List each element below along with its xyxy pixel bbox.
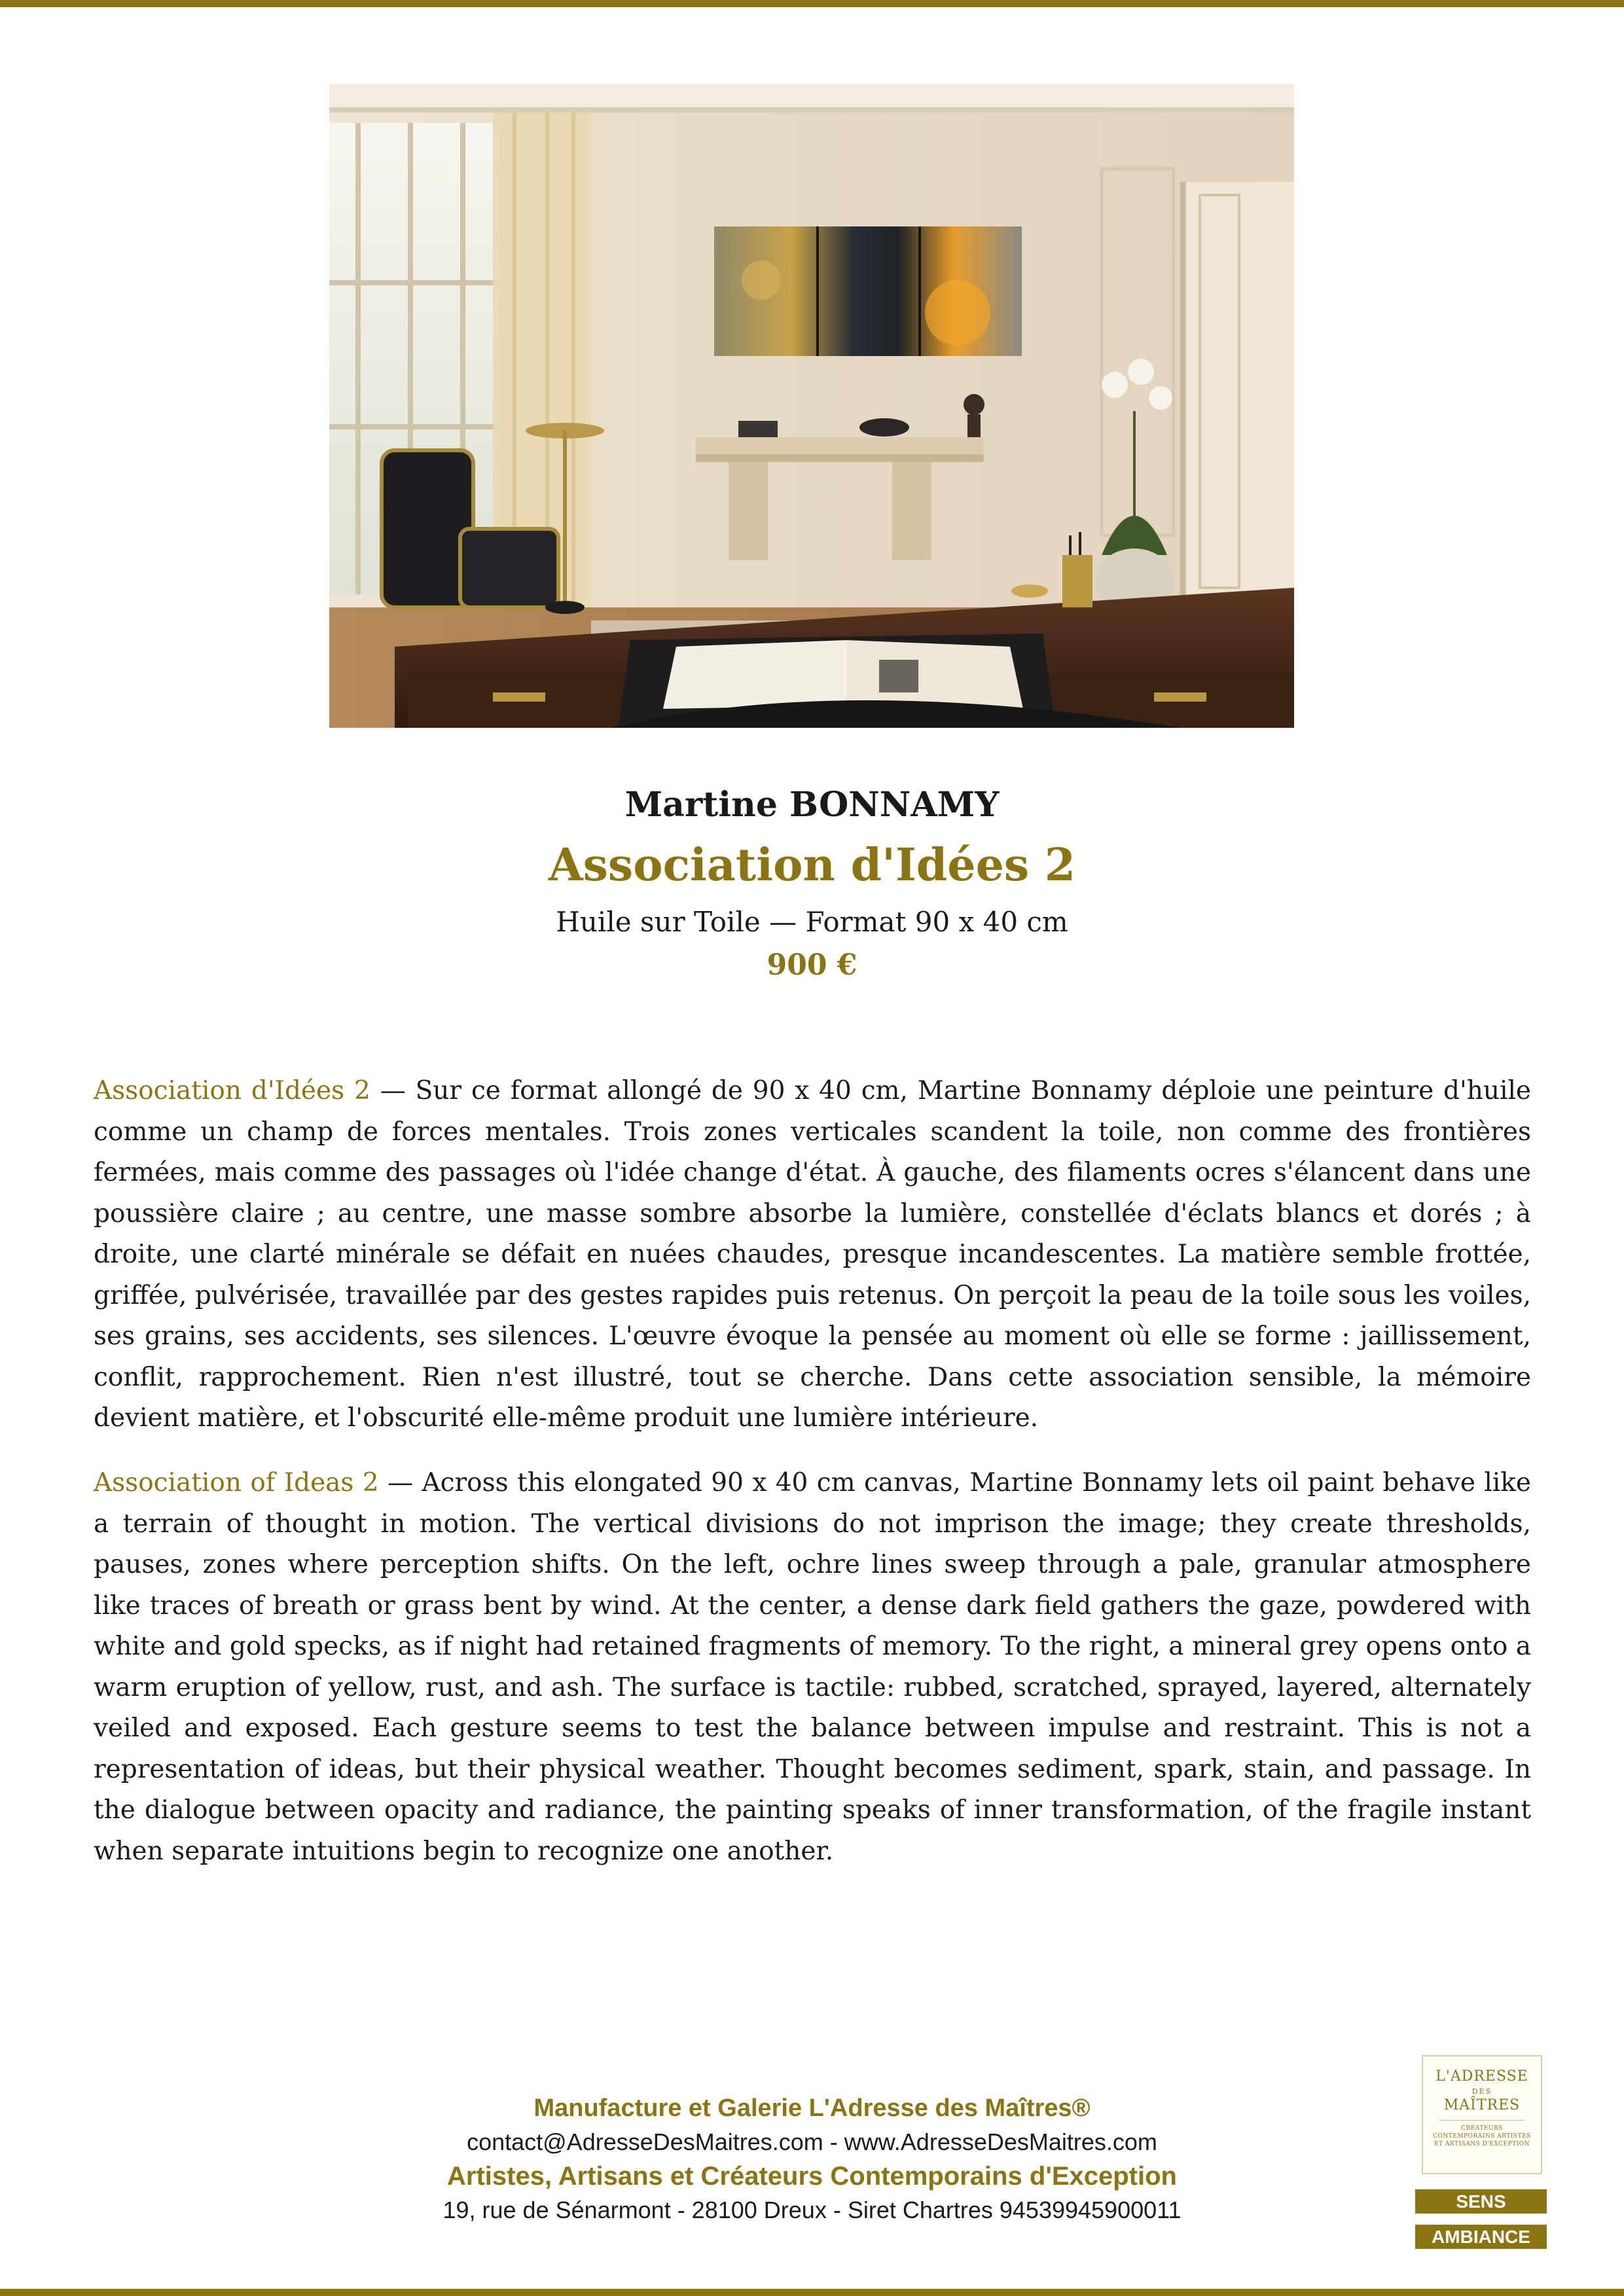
artwork-medium-format: Huile sur Toile — Format 90 x 40 cm — [556, 906, 1068, 938]
interior-photo — [329, 84, 1294, 728]
logo-divider — [1439, 2120, 1525, 2121]
badge-ambiance: AMBIANCE — [1415, 2225, 1547, 2249]
description-french-lead: Association d'Idées 2 — [94, 1076, 370, 1105]
logo-line-4: CRÉATEURS CONTEMPORAINS ARTISTES ET ARTISANS D'EXCEPTION — [1433, 2125, 1531, 2147]
logo-line-3: MAÎTRES — [1443, 2097, 1521, 2113]
gallery-logo — [1422, 2055, 1542, 2174]
description-english — [94, 1463, 1531, 1872]
artwork-price: 900 € — [767, 948, 857, 982]
description-french-body: — Sur ce format allongé de 90 x 40 cm, Martine Bonnamy déploie une peinture d'huile comme un champ de forces mentales. Trois zones verticales scandent la toile, non comme des frontières fermées, mais comme des passages où l'idée change d'état. À gauche, des filaments ocres s'élancent dans une poussière claire ; au centre, une masse sombre absorbe la lumière, constellée d'éclats blancs et dorés ; à droite, une clarté minérale se défait en nuées chaudes, presque incandescentes. La matière semble frottée, griffée, pulvérisée, travaillée par des gestes rapides puis retenus. On perçoit la peau de la toile sous les voiles, ses grains, ses accidents, ses silences. L'œuvre évoque la pensée au moment où elle se forme : jaillissement, conflit, rapprochement. Rien n'est illustré, tout se cherche. Dans cette association sensible, la mémoire devient matière, et l'obscurité elle-même produit une lumière intérieure. — [94, 1076, 1531, 1433]
description-english-lead: Association of Ideas 2 — [94, 1468, 379, 1498]
logo-line-2: DES — [1471, 2087, 1492, 2096]
artist-name: Martine BONNAMY — [624, 785, 1000, 825]
description-english-body: — Across this elongated 90 x 40 cm canvas, Martine Bonnamy lets oil paint behave like a terrain of thought in motion. The vertical divisions do not imprison the image; they create thresholds, pauses, zones where perception shifts. On the left, ochre lines sweep through a pale, granular atmosphere like traces of breath or grass bent by wind. At the center, a dense dark field gathers the gaze, powdered with white and gold specks, as if night had retained fragments of memory. To the right, a mineral grey opens onto a warm eruption of yellow, rust, and ash. The surface is tactile: rubbed, scratched, sprayed, layered, alternately veiled and exposed. Each gesture seems to test the balance between impulse and restraint. This is not a representation of ideas, but their physical weather. Thought becomes sediment, spark, stain, and passage. In the dialogue between opacity and radiance, the painting speaks of inner transformation, of the fragile instant when separate intuitions begin to recognize one another. — [94, 1468, 1531, 1866]
description-french — [94, 1071, 1531, 1439]
gallery-name: Manufacture et Galerie L'Adresse des Maîtres® — [533, 2094, 1091, 2122]
gallery-address: 19, rue de Sénarmont - 28100 Dreux - Siret Chartres 94539945900011 — [442, 2197, 1182, 2223]
gallery-footer — [0, 2091, 1624, 2227]
logo-line-1: L'ADRESSE — [1435, 2068, 1528, 2085]
badge-sens: SENS — [1415, 2189, 1547, 2214]
gallery-contact: contact@AdresseDesMaitres.com - www.AdresseDesMaitres.com — [467, 2128, 1157, 2155]
bottom-rule — [0, 2289, 1624, 2296]
artwork-title: Association d'Idées 2 — [548, 839, 1076, 891]
top-rule — [0, 0, 1624, 7]
artwork-header — [0, 779, 1624, 986]
gallery-tagline: Artistes, Artisans et Créateurs Contemporains d'Exception — [447, 2162, 1177, 2191]
